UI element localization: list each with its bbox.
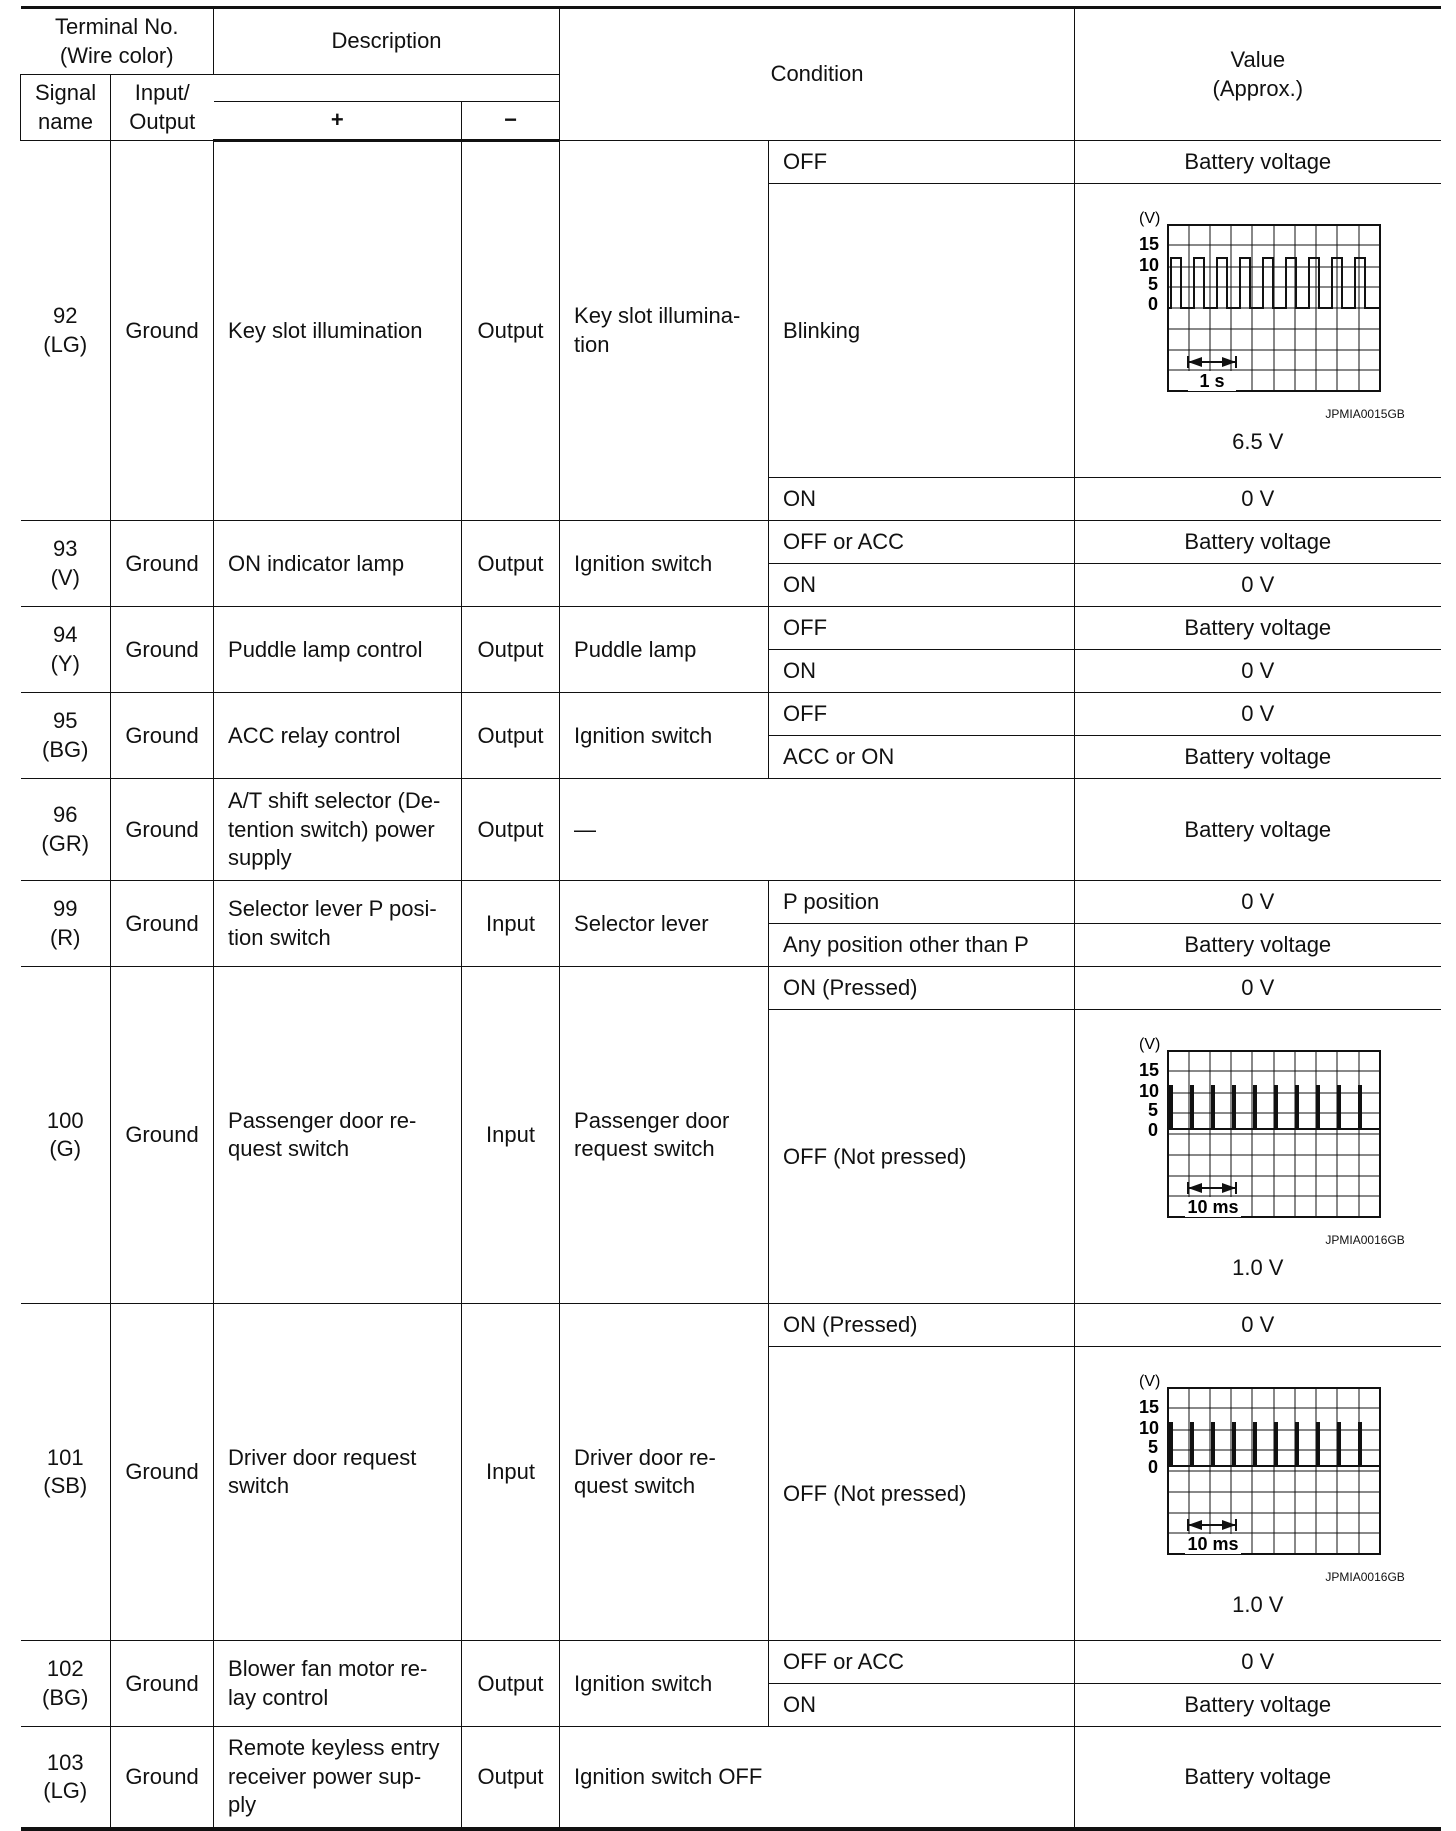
y-tick: 5 bbox=[1147, 1099, 1158, 1120]
value-header bbox=[1075, 8, 1441, 141]
value-cell: 0 V bbox=[1075, 478, 1441, 521]
signal-name-cell: ON indicator lamp bbox=[214, 521, 462, 607]
table-row bbox=[21, 967, 1441, 1010]
io-cell: Output bbox=[462, 607, 560, 693]
value-cell: 0 V bbox=[1075, 564, 1441, 607]
waveform-figure bbox=[1093, 1031, 1423, 1283]
condition-cell: — bbox=[560, 779, 1075, 881]
table-row bbox=[21, 881, 1441, 924]
value-cell: 0 V bbox=[1075, 881, 1441, 924]
y-tick: 0 bbox=[1147, 1456, 1158, 1477]
waveform-value: 1.0 V bbox=[1232, 1592, 1284, 1618]
table-header bbox=[21, 8, 1441, 141]
sub-condition-cell: Blinking bbox=[769, 184, 1075, 478]
table-row bbox=[21, 141, 1441, 184]
terminal-number: 96 bbox=[53, 802, 78, 828]
value-cell: Battery voltage bbox=[1075, 1684, 1441, 1727]
minus-cell: Ground bbox=[111, 1304, 214, 1641]
value-cell: 0 V bbox=[1075, 1304, 1441, 1347]
signal-name-cell: Puddle lamp control bbox=[214, 607, 462, 693]
y-tick: 15 bbox=[1138, 1059, 1159, 1080]
terminal-table bbox=[20, 6, 1441, 1831]
value-cell: Battery voltage bbox=[1075, 924, 1441, 967]
terminal-number: 93 bbox=[53, 536, 78, 562]
signal-name-cell: Passenger door re- quest switch bbox=[214, 967, 462, 1304]
value-cell: Battery voltage bbox=[1075, 779, 1441, 881]
io-cell: Output bbox=[462, 1641, 560, 1727]
minus-cell: Ground bbox=[111, 141, 214, 521]
minus-cell: Ground bbox=[111, 521, 214, 607]
signal-name-header: Signal name bbox=[21, 75, 111, 141]
waveform-figure bbox=[1093, 205, 1423, 457]
time-scale-label: 10 ms bbox=[1187, 1196, 1239, 1217]
io-cell: Output bbox=[462, 693, 560, 779]
terminal-table-sheet bbox=[20, 6, 1440, 1831]
table-row bbox=[21, 607, 1441, 650]
wire-color: (GR) bbox=[41, 830, 90, 856]
sub-condition-cell: OFF (Not pressed) bbox=[769, 1347, 1075, 1641]
terminal-number: 99 bbox=[53, 896, 78, 922]
io-cell: Output bbox=[462, 521, 560, 607]
waveform-value: 6.5 V bbox=[1232, 429, 1284, 455]
terminal-cell bbox=[21, 1727, 111, 1829]
wire-color: (Y) bbox=[50, 650, 80, 676]
minus-header: − bbox=[462, 101, 560, 141]
io-cell: Input bbox=[462, 967, 560, 1304]
table-row bbox=[21, 1641, 1441, 1684]
minus-cell: Ground bbox=[111, 779, 214, 881]
y-tick: 0 bbox=[1147, 293, 1158, 314]
y-tick: 0 bbox=[1147, 1119, 1158, 1140]
io-cell: Output bbox=[462, 141, 560, 521]
time-scale-label: 1 s bbox=[1199, 370, 1225, 391]
signal-name-cell: Remote keyless entry receiver power sup- ply bbox=[214, 1727, 462, 1829]
minus-cell: Ground bbox=[111, 967, 214, 1304]
condition-cell: Ignition switch bbox=[560, 693, 769, 779]
table-row bbox=[21, 779, 1441, 881]
wire-color: (LG) bbox=[43, 1778, 88, 1804]
waveform-cell bbox=[1075, 1347, 1441, 1641]
value-cell: 0 V bbox=[1075, 650, 1441, 693]
waveform-pulse-10ms bbox=[1133, 1031, 1403, 1231]
value-cell: Battery voltage bbox=[1075, 521, 1441, 564]
condition-cell: Key slot illumina- tion bbox=[560, 141, 769, 521]
sub-condition-cell: ON bbox=[769, 564, 1075, 607]
terminal-no-header bbox=[21, 8, 214, 75]
signal-name-cell: Selector lever P posi- tion switch bbox=[214, 881, 462, 967]
sub-condition-cell: OFF (Not pressed) bbox=[769, 1010, 1075, 1304]
y-tick: 10 bbox=[1138, 1417, 1159, 1438]
sub-condition-cell: ON (Pressed) bbox=[769, 967, 1075, 1010]
value-cell: 0 V bbox=[1075, 693, 1441, 736]
value-cell: 0 V bbox=[1075, 967, 1441, 1010]
sub-condition-cell: OFF or ACC bbox=[769, 521, 1075, 564]
terminal-number: 102 bbox=[46, 1656, 84, 1682]
signal-name-cell: Blower fan motor re- lay control bbox=[214, 1641, 462, 1727]
value-approx-label: (Approx.) bbox=[1212, 75, 1304, 101]
io-cell: Output bbox=[462, 779, 560, 881]
sub-condition-cell: ON (Pressed) bbox=[769, 1304, 1075, 1347]
wire-color: (SB) bbox=[43, 1473, 88, 1499]
minus-cell: Ground bbox=[111, 693, 214, 779]
terminal-number: 100 bbox=[46, 1107, 84, 1133]
time-scale-label: 10 ms bbox=[1187, 1533, 1239, 1554]
sub-condition-cell: ON bbox=[769, 650, 1075, 693]
terminal-cell bbox=[21, 967, 111, 1304]
y-tick: 5 bbox=[1147, 1436, 1158, 1457]
terminal-number: 101 bbox=[46, 1444, 84, 1470]
condition-cell: Puddle lamp bbox=[560, 607, 769, 693]
waveform-cell bbox=[1075, 184, 1441, 478]
minus-cell: Ground bbox=[111, 1727, 214, 1829]
terminal-cell bbox=[21, 1641, 111, 1727]
terminal-cell bbox=[21, 779, 111, 881]
sub-condition-cell: Any position other than P bbox=[769, 924, 1075, 967]
y-tick: 5 bbox=[1147, 273, 1158, 294]
terminal-number: 92 bbox=[53, 303, 78, 329]
y-tick: 10 bbox=[1138, 1080, 1159, 1101]
minus-cell: Ground bbox=[111, 607, 214, 693]
condition-cell: Driver door re- quest switch bbox=[560, 1304, 769, 1641]
wire-color: (BG) bbox=[42, 1684, 89, 1710]
waveform-figure bbox=[1093, 1368, 1423, 1620]
minus-cell: Ground bbox=[111, 881, 214, 967]
table-row bbox=[21, 1727, 1441, 1829]
waveform-unit: (V) bbox=[1138, 1035, 1161, 1053]
wire-color: (BG) bbox=[42, 736, 89, 762]
waveform-square-1s bbox=[1133, 205, 1403, 405]
wire-color-label: (Wire color) bbox=[59, 42, 174, 68]
terminal-number: 95 bbox=[53, 708, 78, 734]
sub-condition-cell: ACC or ON bbox=[769, 736, 1075, 779]
value-cell: Battery voltage bbox=[1075, 1727, 1441, 1829]
figure-id: JPMIA0016GB bbox=[1325, 1232, 1405, 1247]
condition-cell: Ignition switch bbox=[560, 1641, 769, 1727]
sub-condition-cell: OFF bbox=[769, 607, 1075, 650]
figure-id: JPMIA0015GB bbox=[1325, 406, 1405, 421]
terminal-cell bbox=[21, 1304, 111, 1641]
waveform-cell bbox=[1075, 1010, 1441, 1304]
io-cell: Input bbox=[462, 881, 560, 967]
sub-condition-cell: OFF bbox=[769, 693, 1075, 736]
signal-name-cell: Key slot illumination bbox=[214, 141, 462, 521]
terminal-number: 103 bbox=[46, 1749, 84, 1775]
terminal-cell bbox=[21, 607, 111, 693]
wire-color: (G) bbox=[49, 1136, 82, 1162]
sub-condition-cell: ON bbox=[769, 1684, 1075, 1727]
y-tick: 15 bbox=[1138, 1396, 1159, 1417]
value-cell: 0 V bbox=[1075, 1641, 1441, 1684]
condition-cell: Selector lever bbox=[560, 881, 769, 967]
input-output-label-2: Output bbox=[129, 108, 196, 134]
signal-name-cell: ACC relay control bbox=[214, 693, 462, 779]
condition-cell: Ignition switch OFF bbox=[560, 1727, 1075, 1829]
wire-color: (LG) bbox=[43, 331, 88, 357]
condition-cell: Passenger door request switch bbox=[560, 967, 769, 1304]
y-tick: 10 bbox=[1138, 254, 1159, 275]
minus-cell: Ground bbox=[111, 1641, 214, 1727]
terminal-cell bbox=[21, 521, 111, 607]
value-cell: Battery voltage bbox=[1075, 141, 1441, 184]
value-cell: Battery voltage bbox=[1075, 736, 1441, 779]
sub-condition-cell: OFF or ACC bbox=[769, 1641, 1075, 1684]
sub-condition-cell: ON bbox=[769, 478, 1075, 521]
description-header: Description bbox=[214, 8, 560, 75]
sub-condition-cell: OFF bbox=[769, 141, 1075, 184]
plus-header: + bbox=[214, 101, 462, 141]
condition-header: Condition bbox=[560, 8, 1075, 141]
input-output-label-1: Input/ bbox=[134, 80, 190, 106]
signal-name-cell: A/T shift selector (De- tention switch) power supply bbox=[214, 779, 462, 881]
figure-id: JPMIA0016GB bbox=[1325, 1569, 1405, 1584]
wire-color: (R) bbox=[49, 924, 81, 950]
waveform-value: 1.0 V bbox=[1232, 1255, 1284, 1281]
signal-name-cell: Driver door request switch bbox=[214, 1304, 462, 1641]
terminal-cell bbox=[21, 693, 111, 779]
waveform-unit: (V) bbox=[1138, 209, 1161, 227]
io-cell: Output bbox=[462, 1727, 560, 1829]
value-label: Value bbox=[1230, 47, 1286, 73]
value-cell: Battery voltage bbox=[1075, 607, 1441, 650]
input-output-header bbox=[111, 75, 214, 141]
io-cell: Input bbox=[462, 1304, 560, 1641]
terminal-no-label: Terminal No. bbox=[55, 14, 179, 39]
sub-condition-cell: P position bbox=[769, 881, 1075, 924]
table-row bbox=[21, 1304, 1441, 1347]
terminal-cell bbox=[21, 141, 111, 521]
waveform-unit: (V) bbox=[1138, 1372, 1161, 1390]
terminal-cell bbox=[21, 881, 111, 967]
table-row bbox=[21, 693, 1441, 736]
waveform-pulse-10ms bbox=[1133, 1368, 1403, 1568]
condition-cell: Ignition switch bbox=[560, 521, 769, 607]
table-row bbox=[21, 521, 1441, 564]
wire-color: (V) bbox=[50, 564, 80, 590]
terminal-number: 94 bbox=[53, 622, 78, 648]
y-tick: 15 bbox=[1138, 233, 1159, 254]
